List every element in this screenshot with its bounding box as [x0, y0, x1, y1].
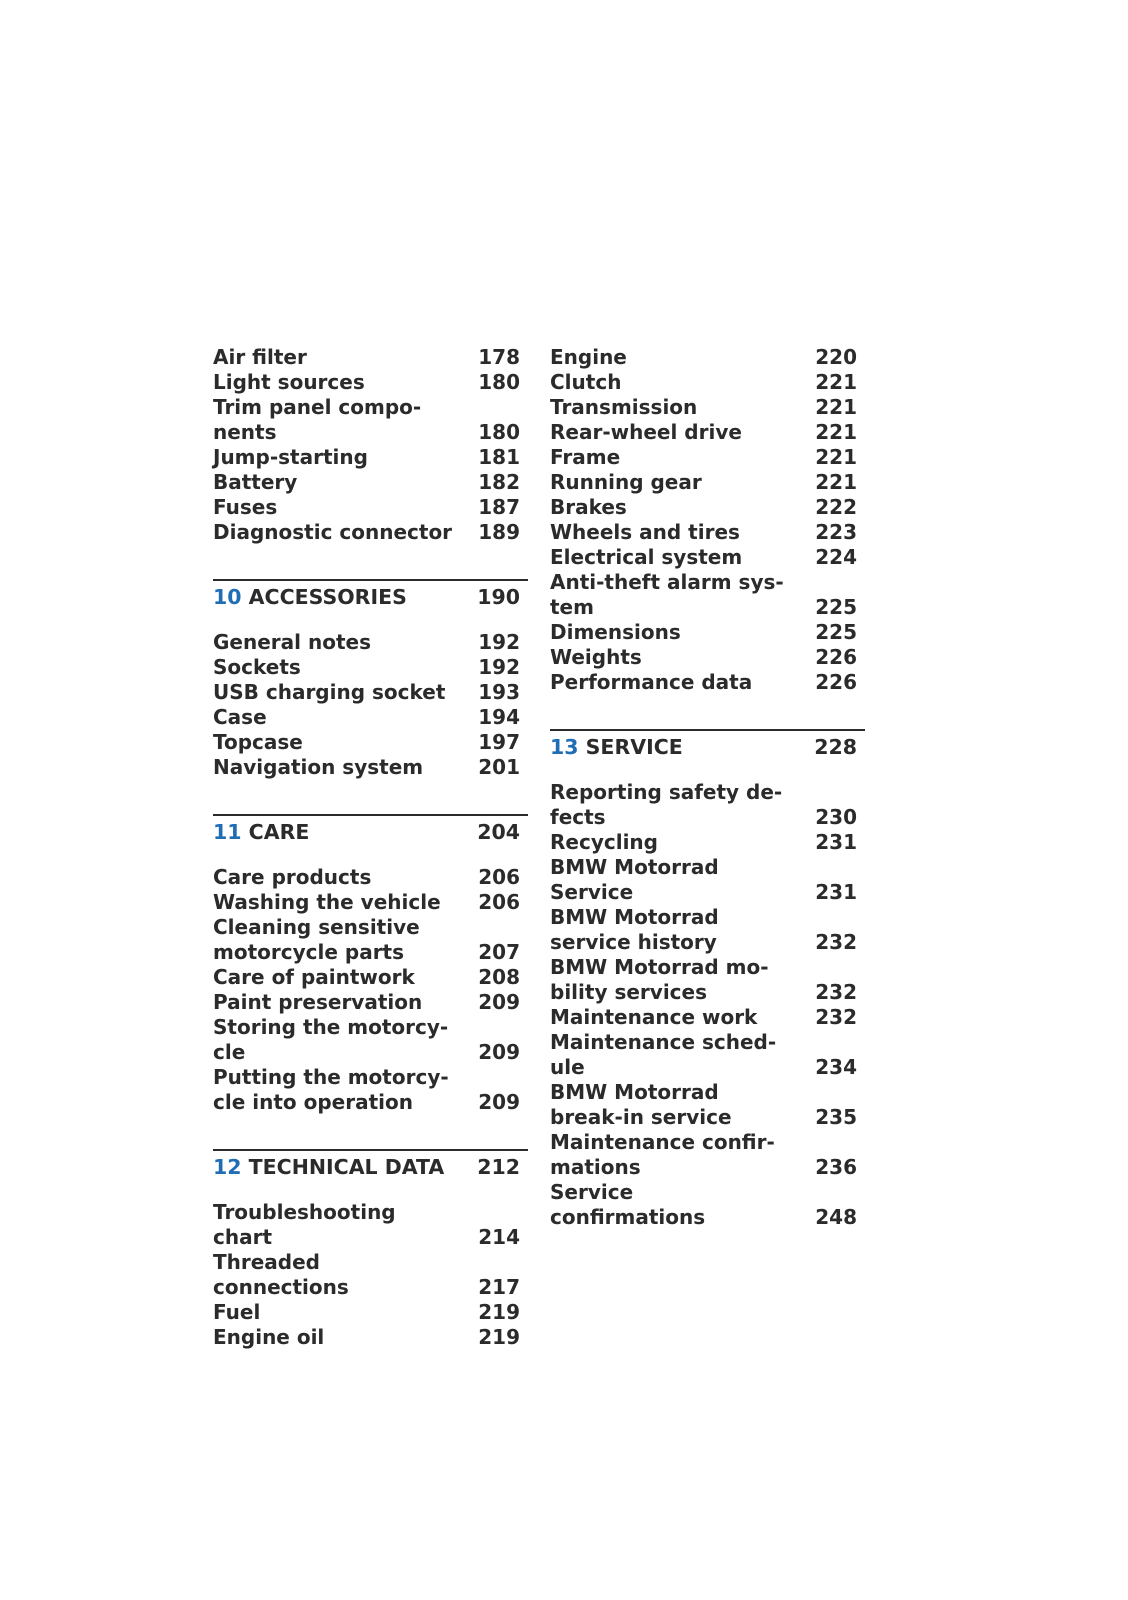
toc-entry-page: 232: [815, 980, 857, 1004]
toc-entry-title: Rear-wheel drive: [550, 420, 742, 444]
toc-entry-page: 207: [478, 940, 520, 964]
toc-entry-page: 231: [815, 830, 857, 854]
toc-entry[interactable]: [550, 670, 865, 695]
toc-entry[interactable]: [213, 865, 528, 890]
toc-entry[interactable]: [213, 1250, 528, 1300]
toc-entry[interactable]: [550, 395, 865, 420]
chapter-page-number: 228: [814, 735, 857, 759]
toc-entry-page: 221: [815, 470, 857, 494]
toc-entry-title: Care of paintwork: [213, 965, 415, 989]
toc-entry-page: 208: [478, 965, 520, 989]
toc-entry[interactable]: [550, 420, 865, 445]
toc-entry-title: Anti-theft alarm sys- tem: [550, 570, 784, 619]
toc-entry-title: Running gear: [550, 470, 702, 494]
toc-entry[interactable]: [550, 1130, 865, 1180]
toc-entry[interactable]: [213, 915, 528, 965]
toc-entry-title: Battery: [213, 470, 298, 494]
toc-column-left: [213, 345, 528, 1350]
toc-column-right: [550, 345, 865, 1230]
toc-entry-page: 192: [478, 655, 520, 679]
toc-entry-title: Jump-starting: [213, 445, 368, 469]
toc-entry-page: 221: [815, 395, 857, 419]
toc-entry-title: Trim panel compo- nents: [213, 395, 422, 444]
toc-entry-title: Fuses: [213, 495, 278, 519]
toc-entry-page: 221: [815, 370, 857, 394]
chapter-heading[interactable]: [550, 729, 865, 760]
toc-entry-title: BMW Motorrad break-in service: [550, 1080, 732, 1129]
toc-entry-title: Diagnostic connector: [213, 520, 453, 544]
chapter-number: 13: [550, 735, 579, 759]
toc-entry[interactable]: [550, 470, 865, 495]
toc-entry-page: 194: [478, 705, 520, 729]
toc-entry-title: Reporting safety de- fects: [550, 780, 783, 829]
toc-entry-title: Dimensions: [550, 620, 681, 644]
toc-entry-title: Light sources: [213, 370, 365, 394]
toc-entry-page: 209: [478, 1090, 520, 1114]
toc-entry-title: Maintenance sched- ule: [550, 1030, 777, 1079]
toc-entry[interactable]: [550, 520, 865, 545]
toc-entry-title: Weights: [550, 645, 642, 669]
toc-entry-title: Sockets: [213, 655, 301, 679]
toc-entry-title: Fuel: [213, 1300, 261, 1324]
toc-entry[interactable]: [213, 630, 528, 655]
toc-entry-title: BMW Motorrad service history: [550, 905, 719, 954]
toc-entry-page: 230: [815, 805, 857, 829]
toc-entry-title: Performance data: [550, 670, 753, 694]
toc-entry-page: 182: [478, 470, 520, 494]
toc-entry[interactable]: [550, 645, 865, 670]
toc-entry-page: 225: [815, 595, 857, 619]
toc-entry[interactable]: [550, 780, 865, 830]
toc-entry-page: 192: [478, 630, 520, 654]
toc-entry-title: Engine: [550, 345, 627, 369]
toc-entry-title: Topcase: [213, 730, 303, 754]
toc-entry[interactable]: [213, 730, 528, 755]
toc-entry[interactable]: [550, 955, 865, 1005]
toc-entry[interactable]: [213, 680, 528, 705]
toc-entry[interactable]: [213, 345, 528, 370]
toc-entry-title: Maintenance work: [550, 1005, 758, 1029]
toc-entry-page: 193: [478, 680, 520, 704]
toc-entry-page: 226: [815, 645, 857, 669]
toc-entry-page: 219: [478, 1300, 520, 1324]
toc-entry-page: 217: [478, 1275, 520, 1299]
toc-entry[interactable]: [550, 445, 865, 470]
toc-entry[interactable]: [550, 830, 865, 855]
toc-entry[interactable]: [550, 855, 865, 905]
toc-entry-title: Washing the vehicle: [213, 890, 441, 914]
toc-entry-title: Maintenance confir- mations: [550, 1130, 775, 1179]
toc-entry[interactable]: [213, 965, 528, 990]
chapter-title: TECHNICAL DATA: [248, 1155, 445, 1179]
toc-entry-title: BMW Motorrad Service: [550, 855, 719, 904]
toc-entry-title: Cleaning sensitive motorcycle parts: [213, 915, 420, 964]
toc-entry-title: Wheels and tires: [550, 520, 740, 544]
toc-entry-page: 248: [815, 1205, 857, 1229]
toc-entry[interactable]: [550, 905, 865, 955]
toc-entry[interactable]: [213, 705, 528, 730]
toc-entry[interactable]: [213, 990, 528, 1015]
toc-entry-page: 197: [478, 730, 520, 754]
chapter-title: CARE: [248, 820, 310, 844]
toc-entry-page: 223: [815, 520, 857, 544]
toc-entry[interactable]: [550, 345, 865, 370]
chapter-title: ACCESSORIES: [248, 585, 407, 609]
chapter-heading[interactable]: [213, 814, 528, 845]
toc-entry[interactable]: [213, 1015, 528, 1065]
toc-entry-page: 231: [815, 880, 857, 904]
toc-entry-page: 214: [478, 1225, 520, 1249]
toc-entry-page: 180: [478, 420, 520, 444]
toc-entry-page: 206: [478, 890, 520, 914]
toc-entry-page: 224: [815, 545, 857, 569]
toc-entry[interactable]: [550, 495, 865, 520]
toc-entry-title: Engine oil: [213, 1325, 325, 1349]
toc-entry[interactable]: [213, 1200, 528, 1250]
toc-entry[interactable]: [213, 655, 528, 680]
toc-entry-title: Air filter: [213, 345, 307, 369]
toc-entry-title: Putting the motorcy- cle into operation: [213, 1065, 449, 1114]
toc-entry-page: 234: [815, 1055, 857, 1079]
toc-entry[interactable]: [550, 1180, 865, 1230]
toc-entry-page: 181: [478, 445, 520, 469]
toc-entry-page: 221: [815, 420, 857, 444]
toc-entry[interactable]: [550, 370, 865, 395]
toc-entry[interactable]: [213, 370, 528, 395]
chapter-number: 12: [213, 1155, 242, 1179]
toc-entry-page: 222: [815, 495, 857, 519]
toc-entry[interactable]: [550, 570, 865, 620]
toc-entry-title: General notes: [213, 630, 371, 654]
toc-entry[interactable]: [213, 520, 528, 545]
toc-entry-title: Frame: [550, 445, 621, 469]
toc-entry-page: 209: [478, 990, 520, 1014]
chapter-page-number: 212: [477, 1155, 520, 1179]
toc-entry-title: USB charging socket: [213, 680, 446, 704]
toc-entry-page: 235: [815, 1105, 857, 1129]
toc-entry-page: 219: [478, 1325, 520, 1349]
toc-entry[interactable]: [213, 1300, 528, 1325]
toc-entry-page: 209: [478, 1040, 520, 1064]
toc-entry-page: 232: [815, 1005, 857, 1029]
chapter-title: SERVICE: [585, 735, 683, 759]
toc-entry[interactable]: [213, 395, 528, 445]
chapter-number: 10: [213, 585, 242, 609]
chapter-number: 11: [213, 820, 242, 844]
toc-entry-title: Transmission: [550, 395, 698, 419]
toc-entry[interactable]: [213, 1065, 528, 1115]
toc-entry-title: Care products: [213, 865, 372, 889]
toc-entry-title: Brakes: [550, 495, 627, 519]
chapter-page-number: 204: [477, 820, 520, 844]
toc-entry-title: Troubleshooting chart: [213, 1200, 396, 1249]
chapter-page-number: 190: [477, 585, 520, 609]
toc-entry-title: Threaded connections: [213, 1250, 349, 1299]
toc-entry[interactable]: [550, 1005, 865, 1030]
chapter-heading[interactable]: [213, 1149, 528, 1180]
toc-entry-page: 220: [815, 345, 857, 369]
toc-entry-page: 232: [815, 930, 857, 954]
toc-entry-title: BMW Motorrad mo- bility services: [550, 955, 769, 1004]
toc-entry[interactable]: [550, 545, 865, 570]
toc-entry-page: 187: [478, 495, 520, 519]
toc-entry[interactable]: [213, 495, 528, 520]
toc-entry[interactable]: [550, 620, 865, 645]
toc-entry[interactable]: [213, 1325, 528, 1350]
toc-entry[interactable]: [213, 445, 528, 470]
toc-entry-title: Clutch: [550, 370, 622, 394]
toc-entry-title: Paint preservation: [213, 990, 423, 1014]
toc-entry-page: 221: [815, 445, 857, 469]
toc-entry-page: 201: [478, 755, 520, 779]
toc-entry-title: Electrical system: [550, 545, 743, 569]
chapter-heading[interactable]: [213, 579, 528, 610]
toc-entry-title: Storing the motorcy- cle: [213, 1015, 449, 1064]
toc-entry-page: 180: [478, 370, 520, 394]
toc-entry[interactable]: [550, 1080, 865, 1130]
toc-entry-page: 236: [815, 1155, 857, 1179]
toc-entry-title: Navigation system: [213, 755, 424, 779]
toc-entry[interactable]: [213, 470, 528, 495]
toc-entry-title: Case: [213, 705, 267, 729]
toc-entry-title: Service confirmations: [550, 1180, 706, 1229]
toc-entry[interactable]: [213, 755, 528, 780]
toc-entry-page: 225: [815, 620, 857, 644]
toc-entry-page: 189: [478, 520, 520, 544]
toc-entry[interactable]: [550, 1030, 865, 1080]
toc-entry-page: 206: [478, 865, 520, 889]
toc-entry-page: 178: [478, 345, 520, 369]
toc-entry-page: 226: [815, 670, 857, 694]
toc-entry-title: Recycling: [550, 830, 658, 854]
toc-entry[interactable]: [213, 890, 528, 915]
